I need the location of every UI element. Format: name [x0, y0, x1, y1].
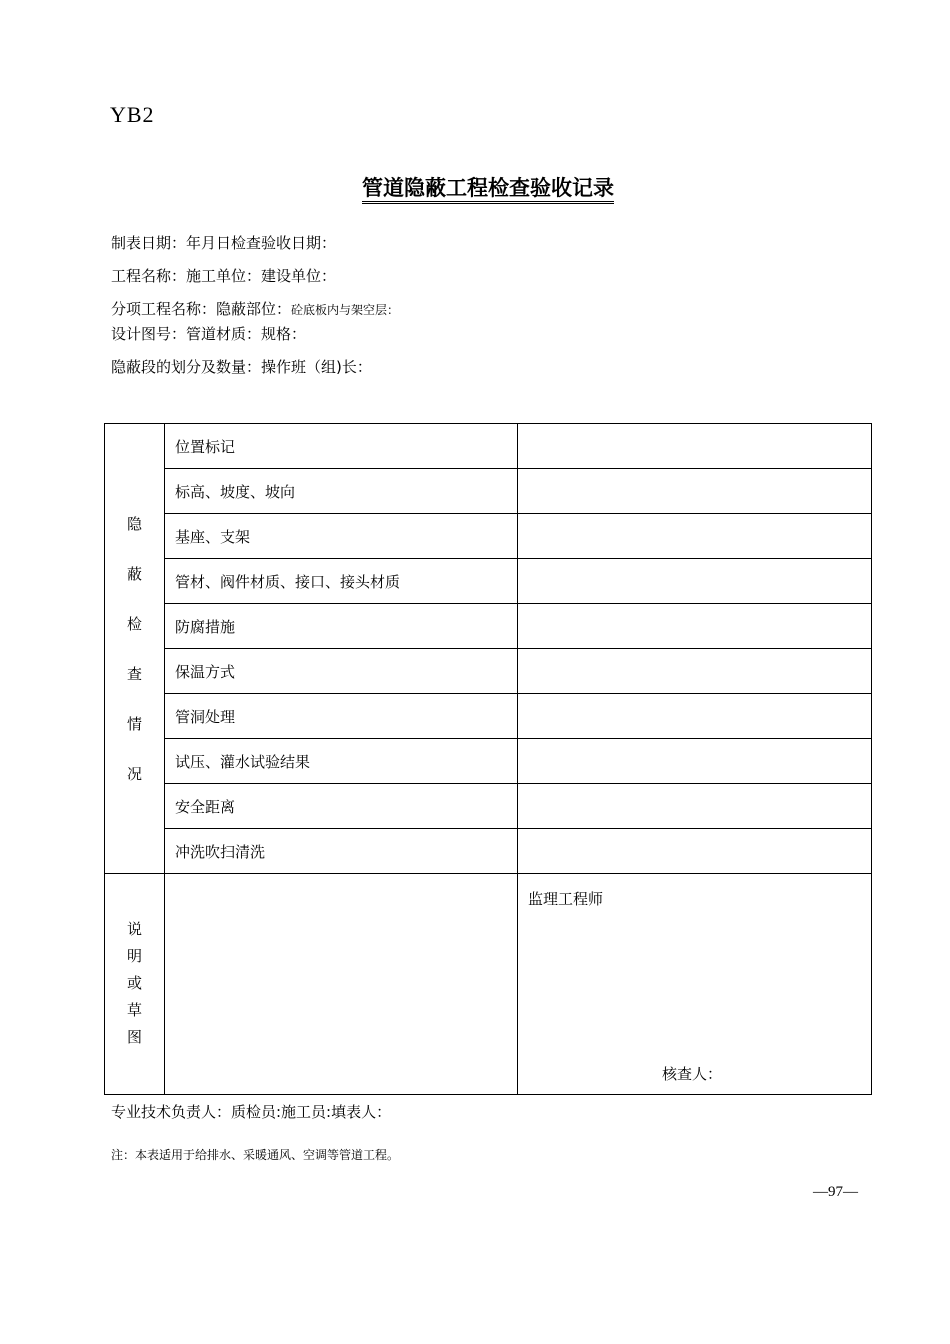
- supervising-engineer-label: 监理工程师: [528, 890, 604, 908]
- document-title-text: 管道隐蔽工程检查验收记录: [362, 176, 614, 204]
- table-row: [105, 559, 872, 604]
- side-label-char: 草: [126, 1000, 142, 1019]
- header-line-subproject: [111, 300, 399, 319]
- inspection-item-label: 位置标记: [165, 424, 518, 469]
- inspection-item-label: 试压、灌水试验结果: [165, 739, 518, 784]
- inspection-item-value[interactable]: [518, 604, 872, 649]
- inspection-item-value[interactable]: [518, 469, 872, 514]
- inspection-table: [104, 423, 872, 1095]
- inspection-item-value[interactable]: [518, 829, 872, 874]
- side-label-char: 蔽: [126, 565, 142, 583]
- side-label-char: 明: [126, 946, 142, 965]
- table-row: [105, 514, 872, 559]
- inspection-item-label: 安全距离: [165, 784, 518, 829]
- side-label-char: 况: [126, 765, 142, 783]
- notes-row: [105, 874, 872, 1095]
- notes-side-label: [105, 874, 165, 1095]
- table-row: [105, 604, 872, 649]
- header-line-design: 设计图号：管道材质：规格：: [111, 325, 307, 343]
- inspection-item-label: 冲洗吹扫清洗: [165, 829, 518, 874]
- inspection-item-value[interactable]: [518, 514, 872, 559]
- header-line-segment: 隐蔽段的划分及数量：操作班（组)长：: [111, 358, 372, 376]
- inspection-item-label: 基座、支架: [165, 514, 518, 559]
- inspection-item-label: 管洞处理: [165, 694, 518, 739]
- inspection-item-label: 保温方式: [165, 649, 518, 694]
- side-label-char: 隐: [126, 515, 142, 533]
- inspection-item-value[interactable]: [518, 424, 872, 469]
- hidden-location-value: 砼底板内与架空层：: [291, 303, 400, 317]
- side-label-char: 图: [126, 1027, 142, 1046]
- inspection-item-label: 标高、坡度、坡向: [165, 469, 518, 514]
- inspection-item-label: 管材、阀件材质、接口、接头材质: [165, 559, 518, 604]
- footnote: 注：本表适用于给排水、采暖通风、空调等管道工程。: [111, 1148, 400, 1162]
- table-row: [105, 694, 872, 739]
- notes-sketch-area[interactable]: [165, 874, 518, 1095]
- side-label-char: 查: [126, 665, 142, 683]
- table-row: [105, 424, 872, 469]
- header-line-dates: 制表日期：年月日检查验收日期：: [111, 234, 337, 252]
- inspection-item-value[interactable]: [518, 559, 872, 604]
- header-line-project: 工程名称：施工单位：建设单位：: [111, 267, 337, 285]
- inspection-item-value[interactable]: [518, 784, 872, 829]
- inspection-item-value[interactable]: [518, 649, 872, 694]
- supervisor-review-area[interactable]: [518, 874, 872, 1095]
- table-row: [105, 469, 872, 514]
- table-row: [105, 829, 872, 874]
- side-label-char: 检: [126, 615, 142, 633]
- inspection-item-value[interactable]: [518, 739, 872, 784]
- inspection-side-label: [105, 424, 165, 874]
- document-title: [0, 172, 950, 202]
- checker-label: 核查人：: [662, 1065, 723, 1083]
- header-line-subproject-label: 分项工程名称：隐蔽部位：: [111, 300, 292, 318]
- side-label-char: 说: [126, 919, 142, 938]
- table-row: [105, 649, 872, 694]
- page-number: —97—: [813, 1184, 858, 1200]
- side-label-char: 或: [126, 973, 142, 992]
- side-label-char: 情: [126, 715, 142, 733]
- table-row: [105, 739, 872, 784]
- inspection-item-label: 防腐措施: [165, 604, 518, 649]
- signature-line: 专业技术负责人：质检员:施工员:填表人：: [111, 1103, 392, 1121]
- table-row: [105, 784, 872, 829]
- inspection-item-value[interactable]: [518, 694, 872, 739]
- form-code: YB2: [110, 102, 155, 127]
